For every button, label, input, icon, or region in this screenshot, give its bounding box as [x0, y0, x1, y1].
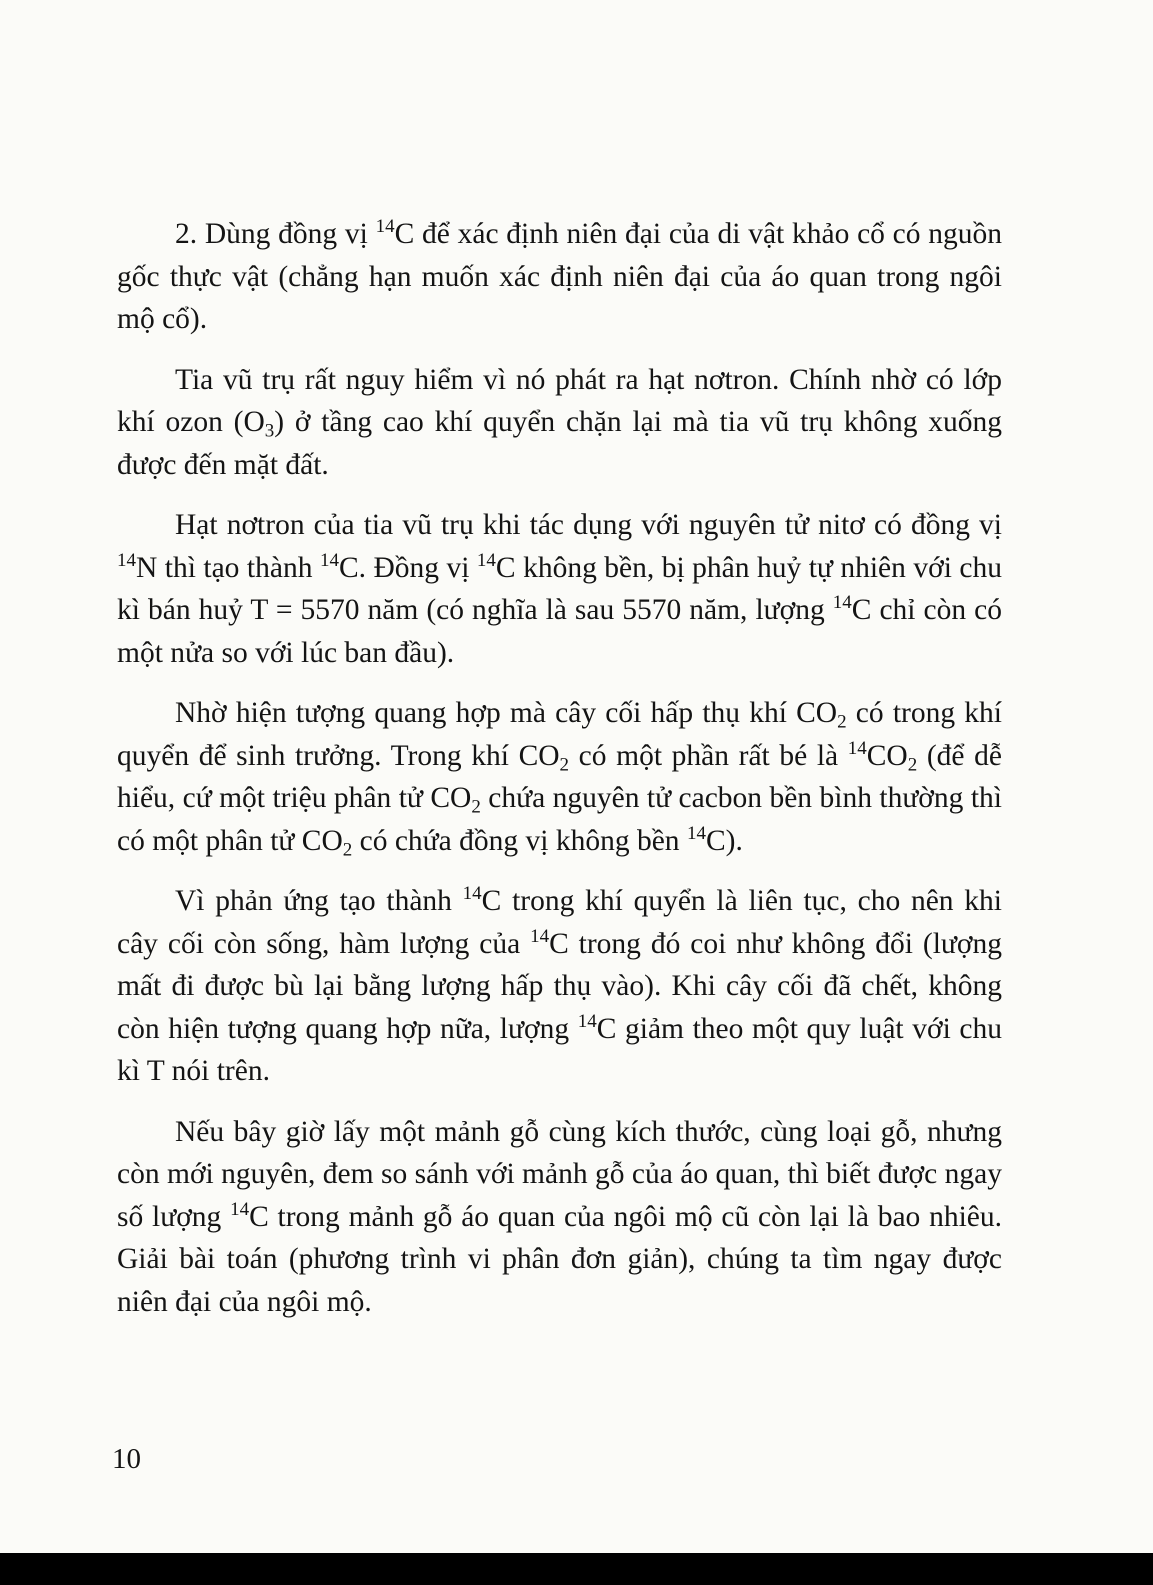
superscript: 14	[476, 549, 496, 571]
subscript: 2	[907, 753, 918, 775]
text-run: C không bền, bị phân huỷ tự nhiên với chu kì bán huỷ T = 5570 năm (có nghĩa là sau 5570 năm, lượng	[117, 551, 1002, 626]
text-run: C giảm theo một quy luật với chu kì T nói trên.	[117, 1012, 1003, 1087]
superscript: 14	[686, 822, 706, 844]
superscript: 14	[375, 215, 395, 237]
text-run: có trong khí quyển để sinh trưởng. Trong khí CO	[117, 697, 1002, 772]
text-run: C trong đó coi như không đổi (lượng mất đi được bù lại bằng lượng hấp thụ vào). Khi cây cối đã chết, không còn hiện tượng quang hợp nữa, lượng	[117, 927, 1002, 1045]
superscript: 14	[462, 882, 482, 904]
text-run: C trong khí quyển là liên tục, cho nên khi cây cối còn sống, hàm lượng của	[117, 885, 1002, 960]
text-run: C trong mảnh gỗ áo quan của ngôi mộ cũ còn lại là bao nhiêu. Giải bài toán (phương trình vi phân đơn giản), chúng ta tìm ngay được niên đại của ngôi mộ.	[117, 1200, 1002, 1318]
subscript: 3	[264, 420, 275, 442]
text-run: Nếu bây giờ lấy một mảnh gỗ cùng kích thước, cùng loại gỗ, nhưng còn mới nguyên, đem so sánh với mảnh gỗ của áo quan, thì biết được ngay số lượng	[117, 1115, 1002, 1233]
paragraph	[117, 213, 1002, 341]
text-run: có một phần rất bé là	[569, 739, 848, 772]
page-number: 10	[112, 1443, 141, 1475]
paragraph	[117, 880, 1002, 1093]
text-run: Vì phản ứng tạo thành	[175, 885, 463, 917]
paragraph	[117, 359, 1002, 487]
text-run: C).	[705, 824, 743, 857]
subscript: 2	[342, 838, 353, 860]
text-run: C chỉ còn có một nửa so với lúc ban đầu).	[117, 594, 1002, 669]
paragraph	[117, 504, 1002, 674]
subscript: 2	[471, 796, 481, 818]
text-run: Tia vũ trụ rất nguy hiểm vì nó phát ra hạt nơtron. Chính nhờ có lớp khí ozon (O	[117, 363, 1002, 438]
text-run: N thì tạo thành	[136, 551, 320, 584]
superscript: 14	[117, 549, 136, 571]
text-run: có chứa đồng vị không bền	[352, 824, 687, 857]
text-run: Hạt nơtron của tia vũ trụ khi tác dụng với nguyên tử nitơ có đồng vị	[175, 509, 1002, 541]
superscript: 14	[832, 591, 852, 613]
text-run: 2. Dùng đồng vị	[175, 218, 376, 250]
paragraph	[117, 1111, 1002, 1324]
scan-border	[0, 1553, 1153, 1585]
text-run: C để xác định niên đại của di vật khảo cổ có nguồn gốc thực vật (chẳng hạn muốn xác định niên đại của áo quan trong ngôi mộ cổ).	[117, 218, 1002, 335]
text-run: ) ở tầng cao khí quyển chặn lại mà tia vũ trụ không xuống được đến mặt đất.	[117, 406, 1002, 481]
text-run: C. Đồng vị	[338, 551, 477, 584]
paragraph	[117, 692, 1002, 862]
superscript: 14	[530, 925, 550, 947]
superscript: 14	[319, 549, 339, 571]
superscript: 14	[230, 1198, 250, 1220]
text-run: CO	[866, 739, 908, 772]
subscript: 2	[837, 711, 847, 733]
page-body	[117, 213, 1002, 1341]
text-run: Nhờ hiện tượng quang hợp mà cây cối hấp thụ khí CO	[175, 697, 838, 729]
text-run: (để dễ hiểu, cứ một triệu phân tử CO	[117, 739, 1002, 814]
subscript: 2	[559, 753, 570, 775]
superscript: 14	[577, 1010, 597, 1032]
superscript: 14	[847, 737, 867, 759]
text-run: chứa nguyên tử cacbon bền bình thường thì có một phân tử CO	[117, 782, 1002, 857]
